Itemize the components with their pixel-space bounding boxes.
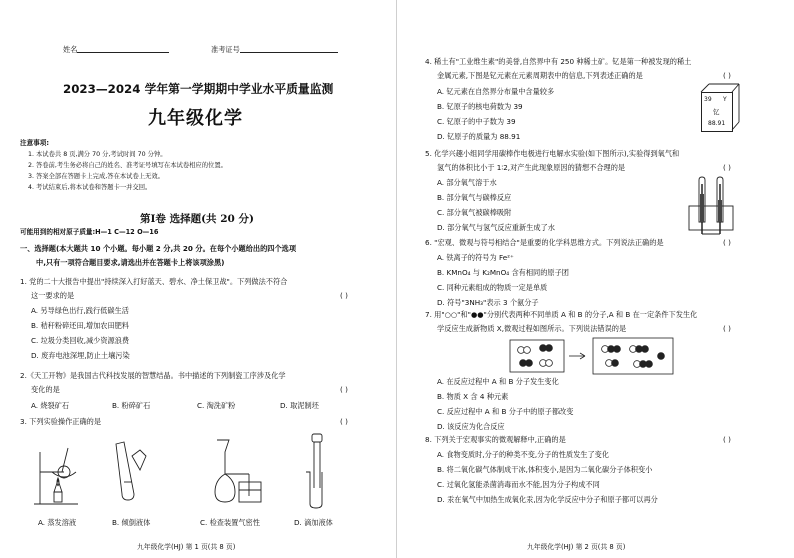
q7-option: A. 在反应过程中 A 和 B 分子发生变化	[437, 377, 559, 386]
exam-id-label: 准考证号	[211, 44, 240, 54]
page-footer: 九年级化学(HJ) 第 2 页(共 8 页)	[527, 543, 626, 551]
electrolysis-apparatus-figure	[685, 176, 741, 238]
q4-answer-paren: ( )	[723, 71, 731, 80]
reaction-diagram-figure	[509, 338, 679, 374]
q4-option: B. 钇原子的核电荷数为 39	[437, 102, 523, 111]
q8-option: A. 食物变质时,分子的种类不变,分子的性质发生了变化	[437, 450, 610, 459]
q5-option: C. 部分氧气被碳棒吸附	[437, 208, 512, 217]
q7-option: D. 该反应为化合反应	[437, 422, 505, 431]
q1-stem: 1. 党的二十大报告中提出"持续深入打好蓝天、碧水、净土保卫战"。下列做法不符合	[20, 277, 288, 286]
q2-option: C. 淘洗矿粉	[197, 401, 236, 410]
section-title: 第Ⅰ卷 选择题(共 20 分)	[140, 213, 254, 225]
q1-answer-paren: ( )	[340, 291, 348, 300]
note-item: 1. 本试卷共 8 页,满分 70 分,考试时间 70 分钟。	[28, 151, 167, 158]
q4-stem: 4. 稀土有"工业维生素"的美誉,自然界中有 250 种稀土矿。钇是第一种被发现的稀土	[425, 57, 692, 66]
q2-option: A. 烧裂矿石	[31, 401, 70, 410]
q4-stem: 金属元素,下图是钇元素在元素周期表中的信息,下列表述正确的是	[437, 71, 643, 80]
q3-option: C. 检查装置气密性	[200, 518, 260, 527]
q5-option: D. 部分氧气与氢气反应重新生成了水	[437, 223, 555, 232]
q7-answer-paren: ( )	[723, 324, 731, 333]
q3-option: D. 滴加液体	[294, 518, 333, 527]
q8-option: D. 汞在氧气中加热生成氧化汞,因为化学反应中分子和原子都可以再分	[437, 495, 658, 504]
q3-option: A. 蒸发溶液	[38, 518, 77, 527]
q8-answer-paren: ( )	[723, 435, 731, 444]
q5-stem: 5. 化学兴趣小组同学用碳棒作电极进行电解水实验(如下图所示),实验得到氧气和	[425, 149, 680, 158]
q1-option: D. 废弃电池深埋,防止土壤污染	[31, 351, 130, 360]
q5-option: B. 部分氧气与碳棒反应	[437, 193, 512, 202]
dropping-liquid-figure	[296, 432, 340, 510]
q7-option: B. 物质 X 含 4 种元素	[437, 392, 509, 401]
q3-option: B. 倾倒液体	[112, 518, 151, 527]
q8-option: C. 过氧化氢能杀菌消毒而水不能,因为分子构成不同	[437, 480, 600, 489]
name-field	[63, 44, 169, 53]
q4-option: C. 钇原子的中子数为 39	[437, 117, 516, 126]
element-symbol: Y	[723, 96, 727, 103]
q4-option: A. 钇元素在自然界分布量中含量较多	[437, 87, 555, 96]
q7-stem: 7. 用"○○"和"●●"分别代表两种不同单质 A 和 B 的分子,A 和 B 在一定条件下发生化	[425, 310, 698, 319]
airtightness-check-figure	[205, 430, 271, 510]
page-2	[397, 0, 794, 558]
element-name: 钇	[713, 108, 720, 116]
section-instruction: 一、选择题(本大题共 10 个小题。每小题 2 分,共 20 分。在每个小题给出的四个选项	[20, 244, 297, 253]
q1-stem: 这一要求的是	[31, 291, 75, 300]
q1-option: B. 秸秆粉碎还田,增加农田肥料	[31, 321, 130, 330]
q5-answer-paren: ( )	[723, 163, 731, 172]
q3-stem: 3. 下列实验操作正确的是	[20, 417, 102, 426]
q5-stem: 氢气的体积比小于 1∶2,对产生此现象原因的猜想不合理的是	[437, 163, 626, 172]
note-item: 4. 考试结束后,将本试卷和答题卡一并交回。	[28, 184, 152, 191]
q2-option: B. 粉碎矿石	[112, 401, 151, 410]
section-instruction: 中,只有一项符合题目要求,请选出并在答题卡上将该项涂黑)	[36, 258, 225, 267]
q3-answer-paren: ( )	[340, 417, 348, 426]
q6-option: A. 铁离子的符号为 Fe²⁺	[437, 253, 514, 262]
q2-stem: 变化的是	[31, 385, 60, 394]
note-item: 3. 答案全部在答题卡上完成,答在本试卷上无效。	[28, 173, 164, 180]
q2-stem: 2.《天工开物》是我国古代科技发展的智慧结晶。书中描述的下列制瓷工序涉及化学	[20, 371, 286, 380]
atomic-masses: 可能用到的相对原子质量:H—1 C—12 O—16	[20, 228, 159, 236]
q6-answer-paren: ( )	[723, 238, 731, 247]
q1-option: C. 垃圾分类回收,减少资源浪费	[31, 336, 130, 345]
q1-option: A. 另导绿色出行,践行低碳生活	[31, 306, 129, 315]
q6-option: C. 同种元素组成的物质一定是单质	[437, 283, 548, 292]
q7-stem: 学反应生成新物质 X,微观过程如图所示。下列说法错误的是	[437, 324, 627, 333]
cell-3d-edge	[701, 84, 741, 132]
exam-id-field	[211, 44, 338, 53]
q6-stem: 6. "宏观、微观与符号相结合"是重要的化学科思维方式。下列说法正确的是	[425, 238, 664, 247]
note-item: 2. 答卷前,考生务必将自己的姓名、准考证号填写在本试卷相应的位置。	[28, 162, 227, 169]
pouring-liquid-figure	[110, 436, 150, 506]
name-label: 姓名	[63, 44, 78, 54]
q6-option: D. 符号"3NH₃"表示 3 个氨分子	[437, 298, 539, 307]
atomic-number: 39	[704, 96, 712, 103]
atomic-mass: 88.91	[708, 120, 726, 127]
q2-answer-paren: ( )	[340, 385, 348, 394]
q6-option: B. KMnO₄ 与 K₂MnO₄ 含有相同的原子团	[437, 268, 569, 277]
q8-stem: 8. 下列关于宏观事实的微观解释中,正确的是	[425, 435, 566, 444]
q2-option: D. 取泥制坯	[280, 401, 319, 410]
notes-heading: 注意事项:	[20, 139, 50, 147]
q7-option: C. 反应过程中 A 和 B 分子中的原子都改变	[437, 407, 574, 416]
evaporation-apparatus-figure	[28, 432, 88, 510]
q8-option: B. 将二氧化碳气体制成干冰,体积变小,是因为二氧化碳分子体积变小	[437, 465, 653, 474]
page-footer: 九年级化学(HJ) 第 1 页(共 8 页)	[137, 543, 236, 551]
q5-option: A. 部分氧气溶于水	[437, 178, 497, 187]
q4-option: D. 钇原子的质量为 88.91	[437, 132, 521, 141]
exam-title: 2023—2024 学年第一学期期中学业水平质量监测	[63, 82, 334, 96]
exam-subject: 九年级化学	[148, 108, 243, 129]
